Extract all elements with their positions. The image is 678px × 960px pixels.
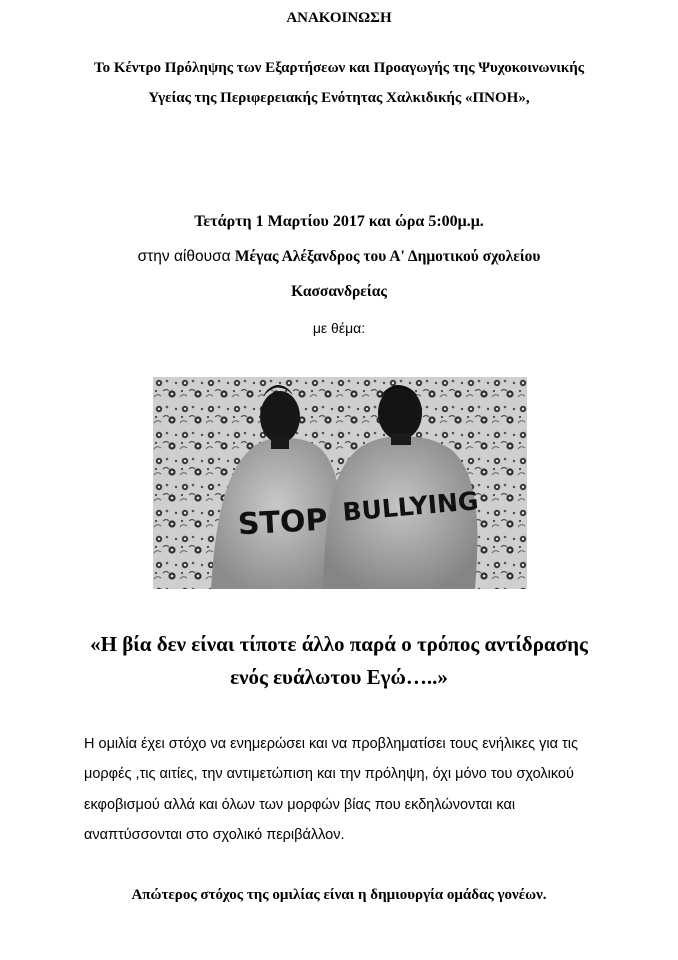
topic-label: με θέμα: (312, 320, 366, 336)
photo-word-bullying: BULLYING (341, 486, 480, 527)
venue-name: Μέγας Αλέξανδρος του Α' Δημοτικού σχολείου (234, 248, 541, 265)
quote-line-2: ενός ευάλωτου Εγώ…..» (230, 665, 448, 689)
event-date-time: Τετάρτη 1 Μαρτίου 2017 και ώρα 5:00μ.μ. (194, 213, 484, 230)
description-line-2: μορφές ,τις αιτίες, την αντιμετώπιση και την πρόληψη, όχι μόνο του σχολικού (84, 766, 574, 782)
announcement-title: ΑΝΑΚΟΙΝΩΣΗ (286, 10, 392, 26)
venue-prefix: στην αίθουσα (137, 248, 235, 265)
description-line-1: Η ομιλία έχει στόχο να ενημερώσει και να προβληματίσει τους ενήλικες για τις (84, 736, 578, 752)
venue-town: Κασσανδρείας (291, 283, 387, 300)
event-venue (0, 248, 678, 266)
photo-word-stop: STOP (237, 502, 329, 543)
quote-line-1: «Η βία δεν είναι τίποτε άλλο παρά ο τρόπος αντίδρασης (90, 632, 588, 656)
description-line-4: αναπτύσσονται στο σχολικό περιβάλλον. (84, 827, 345, 843)
description-line-3: εκφοβισμού αλλά και όλων των μορφών βίας που εκδηλώνονται και (84, 797, 516, 813)
closing-statement: Απώτερος στόχος της ομιλίας είναι η δημιουργία ομάδας γονέων. (131, 887, 547, 903)
organizer-line-2: Υγείας της Περιφερειακής Ενότητας Χαλκιδικής «ΠΝΟΗ», (148, 90, 530, 106)
organizer-line-1: Το Κέντρο Πρόληψης των Εξαρτήσεων και Προαγωγής της Ψυχοκοινωνικής (93, 60, 585, 76)
stop-bullying-photo (153, 377, 527, 589)
